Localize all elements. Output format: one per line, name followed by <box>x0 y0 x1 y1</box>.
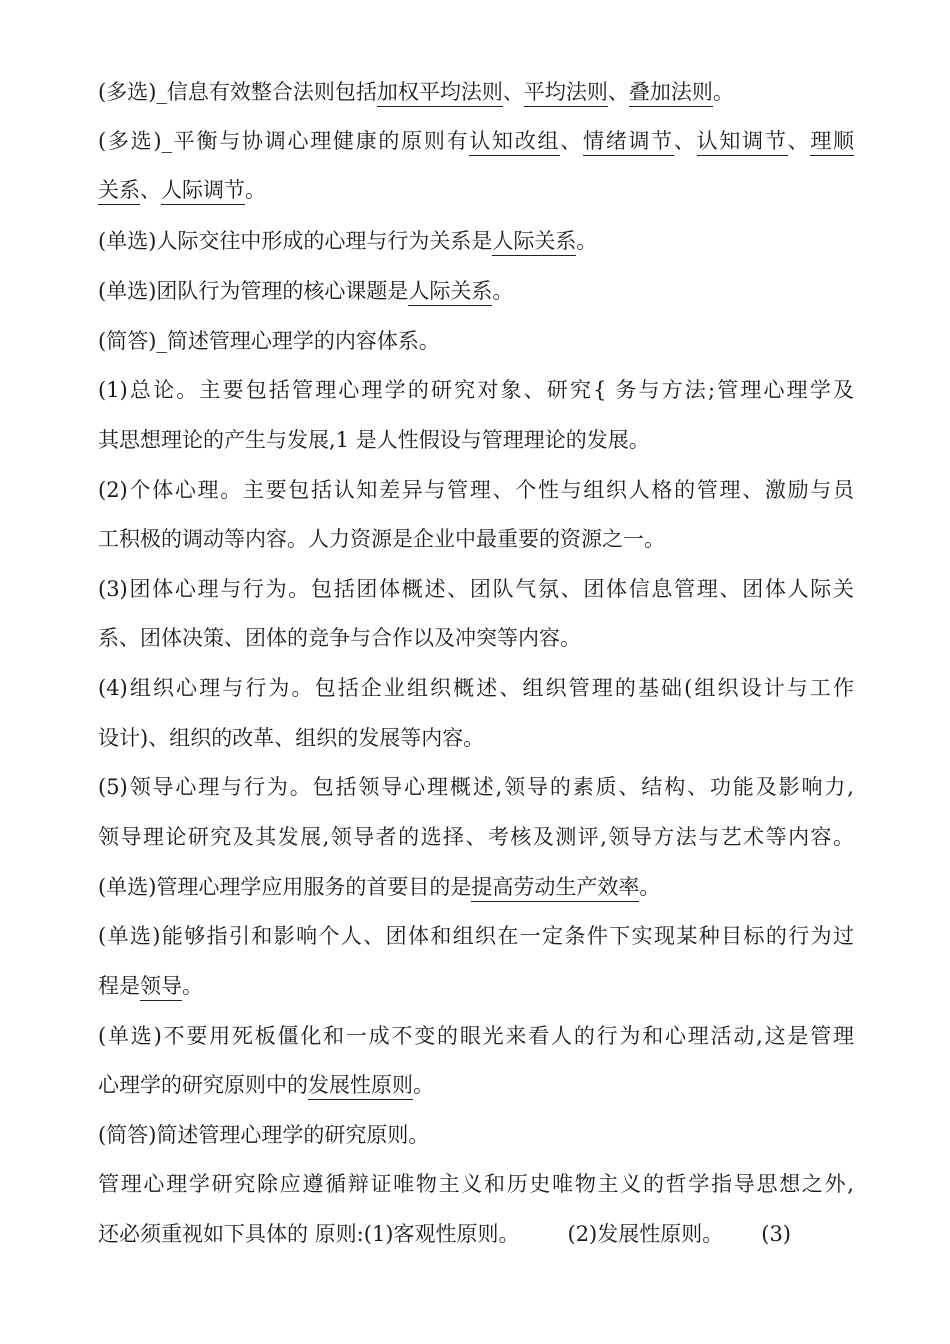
paragraph-line: 领导理论研究及其发展,领导者的选择、考核及测评,领导方法与艺术等内容。 <box>98 825 854 849</box>
period: 。 <box>712 80 734 104</box>
period: 。 <box>413 1073 434 1097</box>
question-text: (简答)_简述管理心理学的内容体系。 <box>98 329 440 353</box>
question-multi-mental-health <box>98 125 854 157</box>
question-single-interpersonal <box>98 225 854 257</box>
paragraph-line: 工积极的调动等内容。人力资源是企业中最重要的资源之一。 <box>98 527 665 551</box>
answer: 人际关系 <box>408 279 492 306</box>
period: 。 <box>182 974 203 998</box>
period: 。 <box>492 279 514 303</box>
paragraph-line: 系、团体决策、团体的竞争与合作以及冲突等内容。 <box>98 626 581 650</box>
question-text: (多选)_信息有效整合法则包括 <box>98 80 377 104</box>
answer: 认知改组 <box>469 129 560 156</box>
question-single-principle-cont <box>98 1069 854 1101</box>
question-single-leadership-cont <box>98 970 854 1002</box>
question-text: 程是 <box>98 974 140 998</box>
paragraph-line: 管理心理学研究除应遵循辩证唯物主义和历史唯物主义的哲学指导思想之外, <box>98 1172 854 1196</box>
separator: 、 <box>560 129 583 153</box>
separator: 、 <box>787 129 811 153</box>
answer: 平均法则 <box>524 80 608 107</box>
paragraph-line: (4)组织心理与行为。包括企业组织概述、组织管理的基础(组织设计与工作 <box>98 676 854 700</box>
question-text: (单选)管理心理学应用服务的首要目的是 <box>98 875 472 899</box>
question-text: (单选)团队行为管理的核心课题是 <box>98 279 409 303</box>
separator: 、 <box>140 178 161 202</box>
question-short-answer-content <box>98 325 854 357</box>
separator: 、 <box>673 129 697 153</box>
answer: 领导 <box>140 974 182 1001</box>
paragraph-line: 其思想理论的产生与发展,1 是人性假设与管理理论的发展。 <box>98 428 650 452</box>
question-single-purpose <box>98 871 854 903</box>
period: 。 <box>576 229 598 253</box>
paragraph-line: 设计)、组织的改革、组织的发展等内容。 <box>98 726 485 750</box>
principles-text: (3) <box>761 1222 791 1246</box>
answer: 人际关系 <box>492 229 576 256</box>
answer: 人际调节 <box>161 178 245 205</box>
separator: 、 <box>607 80 629 104</box>
principles-text: (2)发展性原则。 <box>567 1222 724 1246</box>
answer: 叠加法则 <box>629 80 713 107</box>
paragraph-line: (单选)不要用死板僵化和一成不变的眼光来看人的行为和心理活动,这是管理 <box>98 1024 854 1048</box>
paragraph-line-principles <box>98 1218 854 1250</box>
question-multi-info-integration <box>98 76 854 108</box>
question-text: (多选)_平衡与协调心理健康的原则有 <box>98 129 470 153</box>
paragraph-line: (3)团体心理与行为。包括团体概述、团队气氛、团体信息管理、团体人际关 <box>98 577 854 601</box>
question-short-answer-principles <box>98 1119 854 1151</box>
separator: 、 <box>502 80 524 104</box>
answer: 关系 <box>98 178 140 205</box>
answer: 加权平均法则 <box>377 80 503 107</box>
paragraph-line: (单选)能够指引和影响个人、团体和组织在一定条件下实现某种目标的行为过 <box>98 924 854 948</box>
answer: 理顺 <box>810 129 854 156</box>
paragraph-line: (1)总论。主要包括管理心理学的研究对象、研究{ 务与方法;管理心理学及 <box>98 378 854 402</box>
question-single-team-behavior <box>98 275 854 307</box>
answer: 发展性原则 <box>308 1073 413 1100</box>
paragraph-line: (2)个体心理。主要包括认知差异与管理、个性与组织人格的管理、激励与员 <box>98 478 854 502</box>
question-text: (简答)简述管理心理学的研究原则。 <box>98 1123 430 1147</box>
question-text: (单选)人际交往中形成的心理与行为关系是 <box>98 229 493 253</box>
period: 。 <box>639 875 661 899</box>
paragraph-line: (5)领导心理与行为。包括领导心理概述,领导的素质、结构、功能及影响力, <box>98 775 854 799</box>
answer: 认知调节 <box>697 129 788 156</box>
answer: 提高劳动生产效率 <box>471 875 639 902</box>
question-text: 心理学的研究原则中的 <box>98 1073 308 1097</box>
period: 。 <box>245 178 266 202</box>
question-multi-mental-health-cont <box>98 174 854 206</box>
answer: 情绪调节 <box>583 129 674 156</box>
principles-text: 还必须重视如下具体的 原则:(1)客观性原则。 <box>98 1222 520 1246</box>
